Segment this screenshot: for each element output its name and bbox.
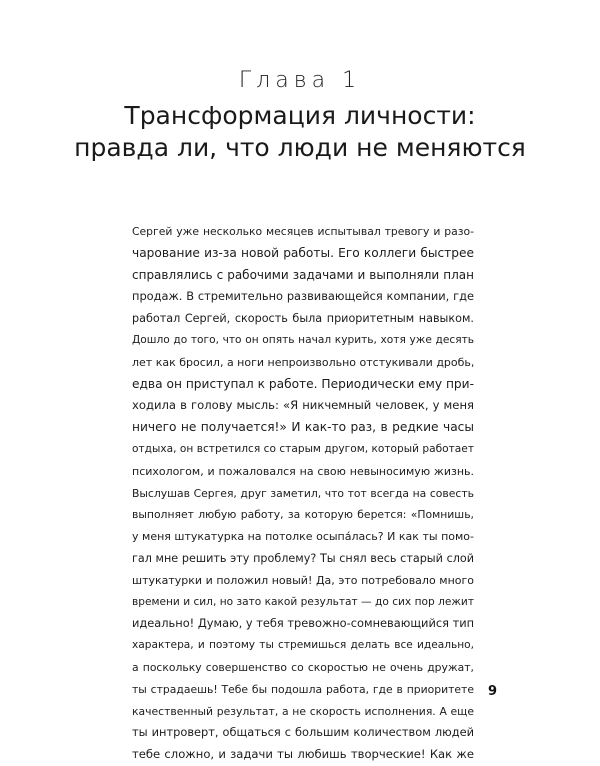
body-line: характера, и поэтому ты стремишься делать все идеально, [132,639,474,652]
body-line: справлялись с рабочими задачами и выполняли план [132,267,474,282]
body-line: едва он приступал к работе. Периодически ему при- [132,376,474,391]
title-line-2: правда ли, что люди не меняются [74,133,526,162]
body-line: ты страдаешь! Тебе бы подошла работа, где в приоритете [132,682,474,696]
body-text [132,221,474,766]
page-number: 9 [488,684,498,699]
body-line: гал мне решить эту проблему? Ты снял весь старый слой [132,551,474,565]
body-line: Сергей уже несколько месяцев испытывал тревогу и разо- [132,225,474,238]
body-line: Выслушав Сергея, друг заметил, что тот всегда на совесть [132,486,474,500]
chapter-label: Глава 1 [238,68,362,93]
body-line: лет как бросил, а ноги непроизвольно отстукивали дробь, [132,355,475,369]
body-line: ничего не получается!» И как-то раз, в редкие часы [132,420,474,435]
body-line: Дошло до того, что он опять начал курить, хотя уже десять [132,333,474,346]
chapter-title [0,100,600,164]
body-line: выполняет любую работу, за которую берется: «Помнишь, [132,508,474,522]
body-line: времени и сил, но зато какой результат — до сих пор лежит [132,595,474,608]
body-line: ты интроверт, общаться с большим количеством людей [132,725,474,740]
body-line: штукатурки и положил новый! Да, это потребовало много [132,573,474,587]
body-line: идеально! Думаю, у тебя тревожно-сомневающийся тип [132,616,475,631]
body-line: работал Сергей, скорость была приоритетным навыком. [132,312,474,326]
body-line: отдыха, он встретился со старым другом, который работает [132,442,474,455]
body-line: продаж. В стремительно развивающейся компании, где [132,289,474,304]
body-line: чарование из-за новой работы. Его коллеги быстрее [132,245,474,260]
body-line: психологом, и пожаловался на свою невыносимую жизнь. [132,464,474,478]
body-line: тебе сложно, и задачи ты любишь творческие! Как же [132,747,474,762]
body-line: у меня штукатурка на потолке осыпа́лась? И как ты помо- [132,530,474,544]
body-line: качественный результат, а не скорость исполнения. А еще [132,704,474,718]
body-line: ходила в голову мысль: «Я никчемный человек, у меня [132,398,474,413]
title-line-1: Трансформация личности: [124,101,476,130]
body-line: а поскольку совершенство со скоростью не очень дружат, [132,660,474,674]
